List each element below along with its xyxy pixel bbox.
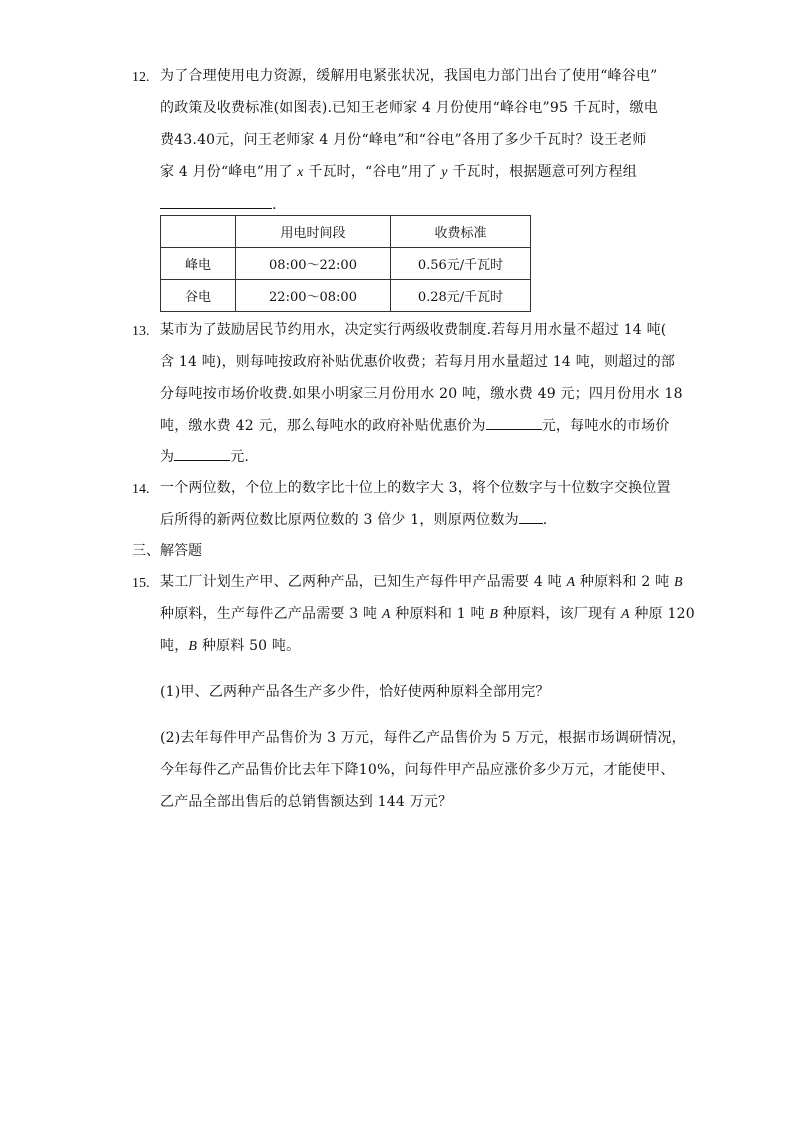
question-15-sub-1: (1)甲、乙两种产品各生产多少件，恰好使两种原料全部用完？ <box>160 684 550 700</box>
question-15-sub-2-line-1: (2)去年每件甲产品售价为 3 万元，每件乙产品售价为 5 万元，根据市场调研情况， <box>160 730 686 746</box>
table-cell: 0.56元/千瓦时 <box>391 248 531 280</box>
table-header-cell: 用电时间段 <box>236 216 391 248</box>
question-15-number: 15. <box>132 576 150 591</box>
question-14-line-2 <box>160 509 547 530</box>
var-A: A <box>566 575 576 590</box>
question-14-number: 14. <box>132 482 150 497</box>
question-12-number: 12. <box>132 70 150 85</box>
table-header-cell: 收费标准 <box>391 216 531 248</box>
q13-text: 吨，缴水费 42 元，那么每吨水的政府补贴优惠价为 <box>160 418 486 434</box>
table-cell: 谷电 <box>161 280 236 312</box>
q14-text: 后所得的新两位数比原两位数的 3 倍少 1，则原两位数为 <box>160 512 519 528</box>
question-15-line-1 <box>160 572 683 593</box>
fee-table <box>160 215 531 312</box>
q15-text: 种原料和 2 吨 <box>575 574 674 590</box>
table-cell: 22:00～08:00 <box>236 280 391 312</box>
q15-text: 种原料，该厂现有 <box>498 606 622 622</box>
q13-text: 为 <box>160 449 175 465</box>
question-13-line-4 <box>160 415 670 436</box>
question-13-line-1: 某市为了鼓励居民节约用水，决定实行两级收费制度.若每月用水量不超过 14 吨( <box>160 322 667 338</box>
q13-text: 元. <box>230 449 250 465</box>
var-A: A <box>381 607 391 622</box>
answer-blank[interactable] <box>486 415 542 430</box>
question-13-line-2: 含 14 吨)，则每吨按政府补贴优惠价收费；若每月用水量超过 14 吨，则超过的部 <box>160 354 676 370</box>
table-header-cell <box>161 216 236 248</box>
question-14-line-1: 一个两位数，个位上的数字比十位上的数字大 3，将个位数字与十位数字交换位置 <box>160 480 671 496</box>
question-13-line-5 <box>160 446 249 467</box>
table-cell: 0.28元/千瓦时 <box>391 280 531 312</box>
q14-text: . <box>542 512 548 528</box>
table-row <box>161 248 531 280</box>
table-cell: 峰电 <box>161 248 236 280</box>
question-12-line-5 <box>160 194 277 215</box>
var-B: B <box>188 639 198 654</box>
q12-period: . <box>272 197 277 213</box>
var-y: y <box>441 165 448 180</box>
q12-text: 千瓦时，“谷电”用了 <box>303 164 442 180</box>
question-15-line-3 <box>160 636 300 657</box>
q12-text: 千瓦时，根据题意可列方程组 <box>447 164 637 180</box>
table-header-row <box>161 216 531 248</box>
q13-text: 元，每吨水的市场价 <box>541 418 670 434</box>
question-13-line-3: 分每吨按市场价收费.如果小明家三月份用水 20 吨，缴水费 49 元；四月份用水 18 <box>160 386 683 402</box>
q15-text: 种原料 50 吨。 <box>197 638 301 654</box>
question-15-sub-2-line-3: 乙产品全部出售后的总销售额达到 144 万元？ <box>160 794 453 810</box>
var-B: B <box>673 575 683 590</box>
q15-text: 吨， <box>160 638 189 654</box>
section-heading: 三、解答题 <box>132 543 202 559</box>
answer-blank[interactable] <box>160 194 272 209</box>
q12-text: 家 4 月份“峰电”用了 <box>160 164 298 180</box>
question-12-line-1: 为了合理使用电力资源，缓解用电紧张状况，我国电力部门出台了使用“峰谷电” <box>160 68 658 84</box>
question-13-number: 13. <box>132 324 150 339</box>
q15-text: 种原料，生产每件乙产品需要 3 吨 <box>160 606 382 622</box>
table-row <box>161 280 531 312</box>
q15-text: 种原料和 1 吨 <box>390 606 490 622</box>
table-cell: 08:00～22:00 <box>236 248 391 280</box>
answer-blank[interactable] <box>174 446 230 461</box>
q15-text: 某工厂计划生产甲、乙两种产品，已知生产每件甲产品需要 4 吨 <box>160 574 567 590</box>
var-x: x <box>297 165 304 180</box>
question-15-sub-2-line-2: 今年每件乙产品售价比去年下降10%，问每件甲产品应涨价多少万元，才能使甲、 <box>160 762 675 778</box>
question-12-line-2: 的政策及收费标准(如图表).已知王老师家 4 月份使用“峰谷电”95 千瓦时，缴电 <box>160 100 658 116</box>
answer-blank[interactable] <box>519 509 543 524</box>
var-B: B <box>489 607 499 622</box>
question-12-line-4 <box>160 162 637 183</box>
var-A: A <box>621 607 630 622</box>
question-15-line-2 <box>160 604 695 625</box>
q15-text: 种原 120 <box>629 606 695 622</box>
question-12-line-3: 费43.40元，问王老师家 4 月份“峰电”和“谷电”各用了多少千瓦时？设王老师 <box>160 132 647 148</box>
